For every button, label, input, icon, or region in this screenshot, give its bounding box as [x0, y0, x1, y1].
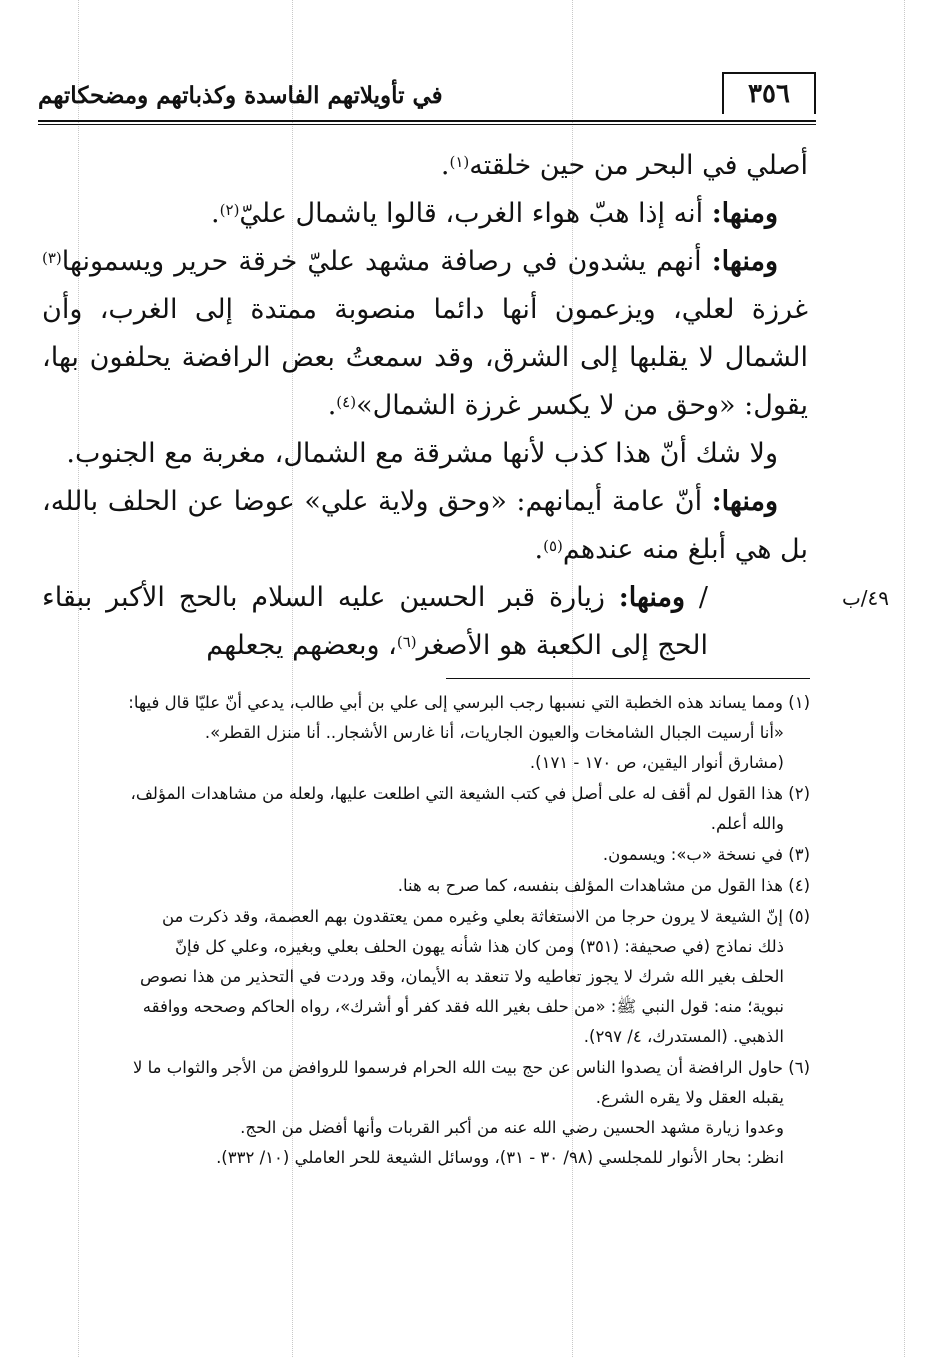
footnote-1: (١) ومما يساند هذه الخطبة التي نسبها رجب البرسي إلى علي بن أبي طالب، يدعي أنّ عليّا قال فيها: «أنا أرسيت الجبال الشامخات والعيون الجاريات، أنا غارس الأشجار.. أنا منزل القطر». (مشارق أنوار اليقين، ص ١٧٠ - ١٧١). — [128, 693, 810, 772]
footnote-ref: (١) — [449, 153, 470, 171]
lead-word: ومنها: — [711, 198, 778, 229]
manuscript-folio-note: ٤٩/ب — [841, 586, 889, 610]
footnote-ref: (٢) — [219, 201, 240, 219]
footnote-ref: (٤) — [336, 393, 357, 411]
page-number: ٣٥٦ — [722, 72, 816, 114]
page-header — [38, 62, 816, 120]
footnote-2: (٢) هذا القول لم أقف له على أصل في كتب الشيعة التي اطلعت عليها، ولعله من مشاهدات المؤلف، والله أعلم. — [130, 784, 810, 833]
header-rule — [38, 120, 816, 122]
footnotes — [38, 688, 810, 1174]
paragraph-2: ومنها: أنه إذا هبّ هواء الغرب، قالوا ياشمال عليّ$^{(٢)}$. — [211, 198, 778, 229]
footnote-ref: (٣) — [42, 249, 62, 267]
paragraph-5: ومنها: أنّ عامة أيمانهم: «وحق ولاية علي» عوضا عن الحلف بالله، بل هي أبلغ منه عندهم$^{(٥)}$. — [42, 486, 808, 565]
lead-word: ومنها: — [618, 582, 686, 613]
paragraph-4: ولا شك أنّ هذا كذب لأنها مشرقة مع الشمال، مغربة مع الجنوب. — [66, 438, 778, 469]
footnote-6: (٦) حاول الرافضة أن يصدوا الناس عن حج بيت الله الحرام فرسموا للروافض من الأجر والثواب ما لا يقبله العقل ولا يقره الشرع. وعدوا زيارة مشهد الحسين رضي الله عنه من أكبر القربات وأنها أفضل من الحج. انظر: بحار الأنوار للمجلسي (٩٨/ ٣٠ - ٣١)، ووسائل الشيعة للحر العاملي (١٠/ ٣٣٢). — [132, 1058, 810, 1167]
footnote-4: (٤) هذا القول من مشاهدات المؤلف بنفسه، كما صرح به هنا. — [397, 876, 810, 895]
lead-word: ومنها: — [711, 486, 778, 517]
footnote-3: (٣) في نسخة «ب»: ويسمون. — [602, 845, 810, 864]
running-title: في تأويلاتهم الفاسدة وكذباتهم ومضحكاتهم — [38, 82, 443, 109]
footnote-ref: (٥) — [543, 537, 563, 555]
paragraph-6: / ومنها: زيارة قبر الحسين عليه السلام بالحج الأكبر ببقاء الحج إلى الكعبة هو الأصغر$^{(٦)}$، وبعضهم يجعلهم — [42, 582, 708, 661]
main-text — [42, 142, 808, 574]
footnote-ref: (٦) — [396, 633, 417, 651]
paragraph-1: أصلي في البحر من حين خلقته$^{(١)}$. — [440, 150, 808, 181]
paragraph-3: ومنها: أنهم يشدون في رصافة مشهد عليّ خرقة حرير ويسمونها$^{(٣)}$ غرزة لعلي، ويزعمون أنها دائما منصوبة ممتدة إلى الغرب، وأن الشمال لا يقلبها إلى الشرق، وقد سمعتُ بعض الرافضة يحلفون بها، يقول: «وحق من لا يكسر غرزة الشمال»$^{(٤)}$. — [42, 246, 808, 421]
header-rule-thin — [38, 124, 816, 125]
footnote-separator — [446, 678, 810, 679]
lead-word: ومنها: — [711, 246, 778, 277]
scan-line — [904, 0, 905, 1357]
footnote-5: (٥) إنّ الشيعة لا يرون حرجا من الاستغاثة بعلي وغيره ممن يعتقدون بهم العصمة، وقد ذكرت من ذلك نماذج (في صحيفة: (٣٥١) ومن كان هذا شأنه يهون الحلف بعلي وبغيره، وعلي كل فإنّ الحلف بغير الله شرك لا يجوز تعاطيه ولا تنعقد به الأيمان، وقد وردت في التحذير من هذا نصوص نبوية؛ منه: قول النبي ﷺ: «من حلف بغير الله فقد كفر أو أشرك»، رواه الحاكم وصححه ووافقه الذهبي. (المستدرك، ٤/ ٢٩٧). — [140, 907, 810, 1046]
